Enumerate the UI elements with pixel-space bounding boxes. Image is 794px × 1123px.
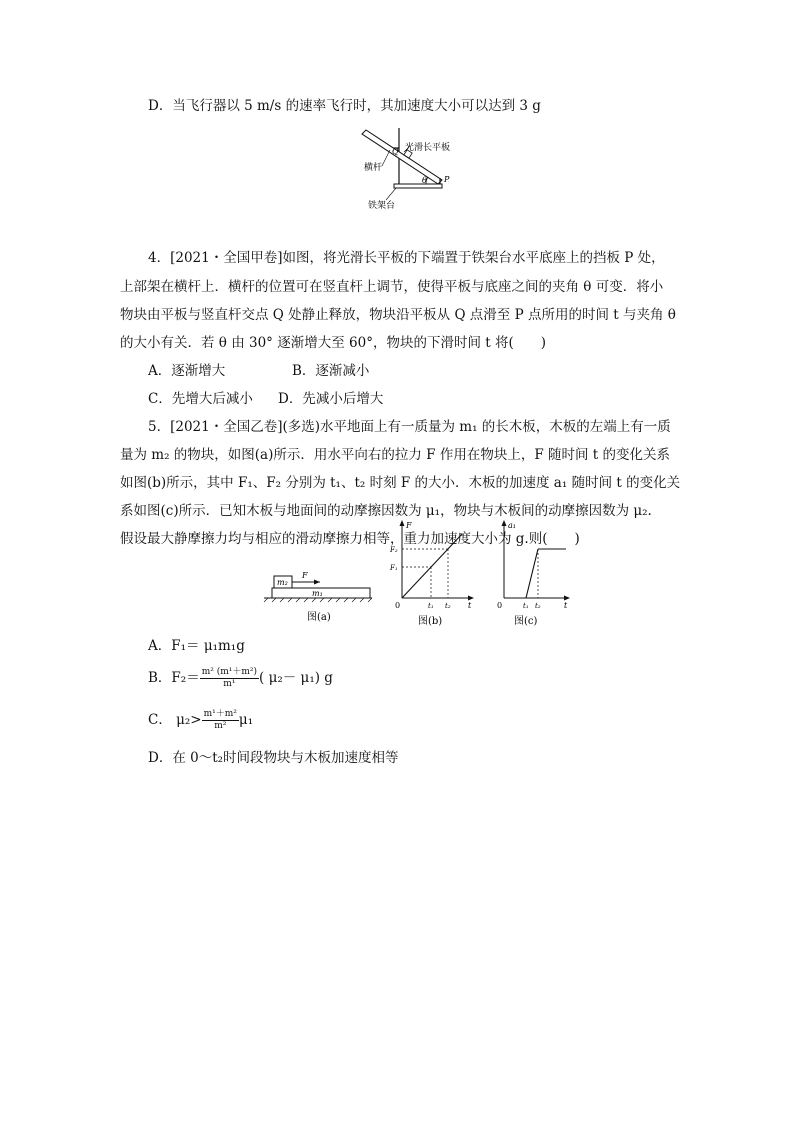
label-p: P <box>444 175 450 184</box>
tick-f1: F₁ <box>390 564 398 572</box>
figure-a <box>262 560 374 630</box>
q5-option-c-suffix: μ₁ <box>238 712 254 728</box>
caption-a: 图(a) <box>307 612 331 623</box>
axis-y-arrow <box>502 520 507 526</box>
tick-t1: t₁ <box>428 602 434 610</box>
axis-y-label: F <box>406 521 412 530</box>
stand-leader <box>386 188 396 200</box>
q5-option-b-suffix: ( μ₂－ μ₁) g <box>259 670 333 686</box>
q4-option-d: D．先减小后增大 <box>278 391 384 407</box>
figure-c <box>492 516 576 630</box>
label-stand: 铁架台 <box>368 201 396 211</box>
f-line <box>402 534 462 598</box>
axis-x-label: t <box>564 601 568 610</box>
q5-option-d: D．在 0～t₂时间段物块与木板加速度相等 <box>148 750 399 766</box>
q4-line-3: 物块由平板与竖直杆交点 Q 处静止释放，物块沿平板从 Q 点滑至 P 点所用的时间 t 与夹角 θ <box>120 307 676 323</box>
a1-rise <box>526 549 538 598</box>
q5-line-3: 如图(b)所示，其中 F₁、F₂ 分别为 t₁、t₂ 时刻 F 的大小．木板的加速度 a₁ 随时间 t 的变化关 <box>120 475 681 491</box>
axis-y-arrow <box>400 520 405 526</box>
tick-f2: F₂ <box>390 546 398 554</box>
q4-line-2: 上部架在横杆上．横杆的位置可在竖直杆上调节，使得平板与底座之间的夹角 θ 可变．将小 <box>120 279 664 295</box>
q5-option-b-prefix: B．F₂＝ <box>148 670 200 686</box>
origin-c: 0 <box>497 601 503 610</box>
q5-option-b <box>148 664 333 692</box>
origin-b: 0 <box>395 601 401 610</box>
axis-y-label: a₁ <box>508 521 516 530</box>
q5-option-c-denominator: m² <box>214 721 227 731</box>
tick-t1: t₁ <box>523 602 529 610</box>
q4-option-a: A．逐渐增大 <box>148 363 226 379</box>
label-m1: m₁ <box>312 589 323 598</box>
label-m2: m₂ <box>277 578 288 587</box>
q4-option-c: C．先增大后减小 <box>148 391 253 407</box>
q4-line-1: 4．[2021・全国甲卷]如图，将光滑长平板的下端置于铁架台水平底座上的挡板 P 处， <box>148 250 665 266</box>
label-rod: 横杆 <box>364 163 383 173</box>
q4-line-4: 的大小有关．若 θ 由 30° 逐渐增大至 60°，物块的下滑时间 t 将( ) <box>120 335 546 351</box>
figure-b <box>388 516 478 630</box>
label-q: Q <box>392 147 399 156</box>
axis-x-label: t <box>468 601 472 610</box>
q5-option-c <box>148 706 253 734</box>
smooth-board <box>362 130 442 184</box>
q5-line-2: 量为 m₂ 的物块，如图(a)所示．用水平向右的拉力 F 作用在物块上，F 随时间 t 的变化关系 <box>120 447 670 463</box>
caption-b: 图(b) <box>418 616 443 627</box>
label-f: F <box>302 571 308 580</box>
incline-figure <box>360 126 470 212</box>
q5-option-c-prefix: C． μ₂> <box>148 712 202 728</box>
force-arrowhead <box>314 580 320 585</box>
q4-option-b: B．逐渐减小 <box>292 363 370 379</box>
tick-t2: t₂ <box>535 602 541 610</box>
q5-line-4: 系如图(c)所示．已知木板与地面间的动摩擦因数为 μ₁，物块与木板间的动摩擦因数为 μ₂. <box>120 503 652 519</box>
q5-option-b-numerator: m² (m¹＋m²) <box>201 667 258 677</box>
q5-option-c-fraction <box>202 709 239 732</box>
stand-base <box>394 184 442 188</box>
ground-hatch <box>264 598 372 602</box>
tick-t2: t₂ <box>445 602 451 610</box>
q5-line-5: 假设最大静摩擦力均与相应的滑动摩擦力相等，重力加速度大小为 g.则( ) <box>120 531 580 547</box>
caption-c: 图(c) <box>514 616 538 627</box>
q5-option-b-denominator: m¹ <box>223 679 236 689</box>
q5-line-1: 5．[2021・全国乙卷](多选)水平地面上有一质量为 m₁ 的长木板，木板的左端上有一质 <box>148 419 671 435</box>
axis-x-arrow <box>468 596 474 601</box>
q3-option-d: D．当飞行器以 5 m/s 的速率飞行时，其加速度大小可以达到 3 g <box>148 98 541 114</box>
rod-leader <box>382 150 390 166</box>
q5-option-c-numerator: m¹＋m² <box>203 709 237 719</box>
axis-x-arrow <box>564 596 570 601</box>
q5-option-b-fraction <box>200 667 259 690</box>
label-theta: θ <box>422 176 427 185</box>
q5-option-a: A．F₁＝ μ₁m₁g <box>148 638 245 654</box>
label-board: 光滑长平板 <box>405 143 451 153</box>
